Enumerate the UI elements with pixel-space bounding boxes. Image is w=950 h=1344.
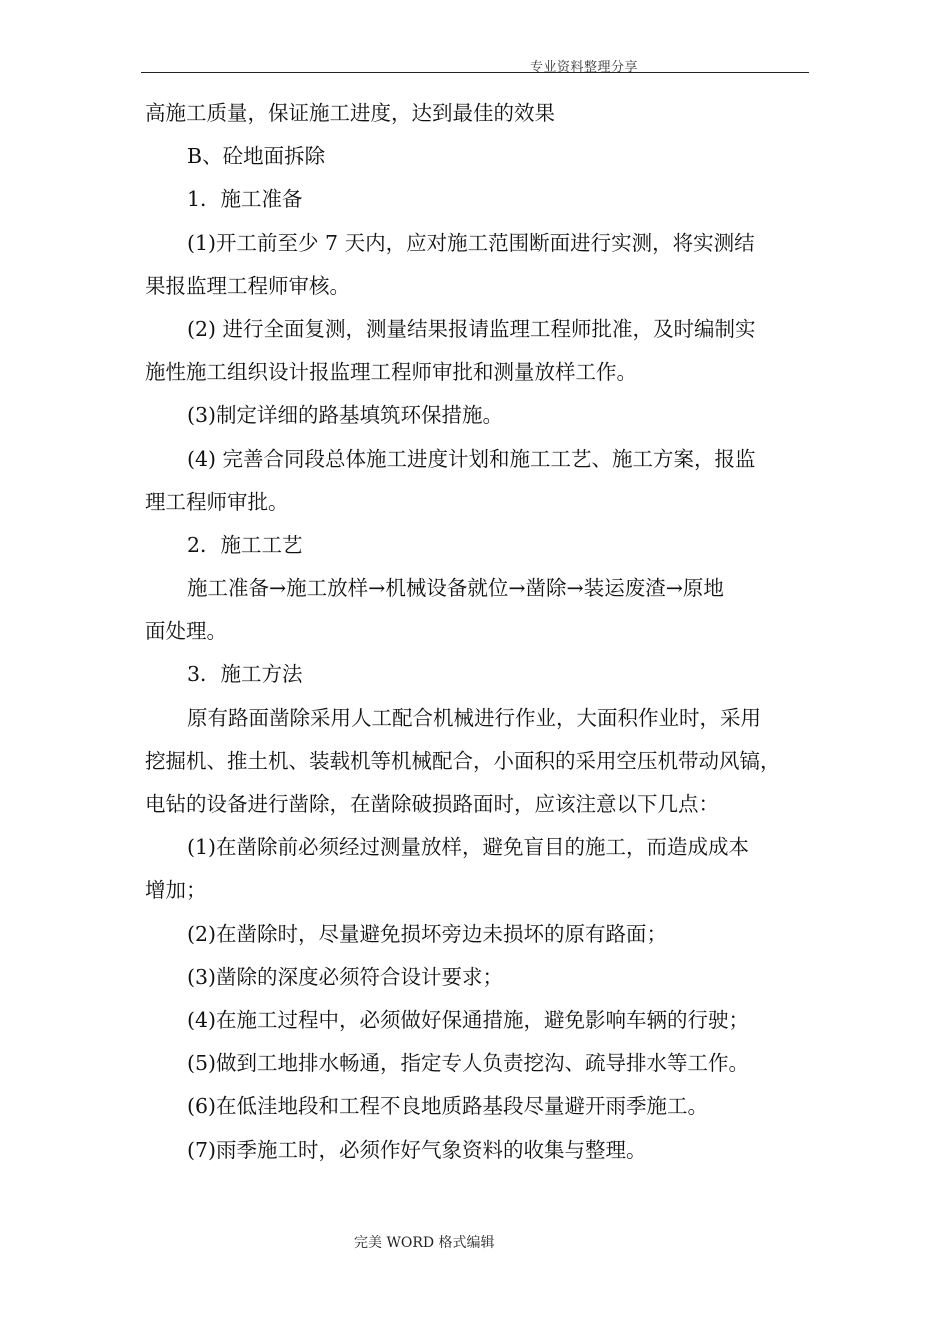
header-rule [141,72,809,73]
text-line: 面处理。 [145,619,227,644]
text-line: 3．施工方法 [187,662,303,687]
text-line: B、砼地面拆除 [187,144,326,169]
document-body [145,92,809,1172]
text-line: (7)雨季施工时，必须作好气象资料的收集与整理。 [187,1137,647,1162]
text-line: (6)在低洼地段和工程不良地质路基段尽量避开雨季施工。 [187,1094,709,1119]
text-line: 挖掘机、推土机、装载机等机械配合，小面积的采用空压机带动风镐， [145,748,781,773]
text-line: (3)凿除的深度必须符合设计要求； [187,964,504,989]
text-line: 1．施工准备 [187,187,303,212]
text-line: 原有路面凿除采用人工配合机械进行作业，大面积作业时，采用 [187,705,761,730]
page-header-text: 专业资料整理分享 [530,60,639,75]
text-line: (1)开工前至少 7 天内，应对施工范围断面进行实测，将实测结 [187,230,755,255]
text-line: (4)在施工过程中，必须做好保通措施，避免影响车辆的行驶； [187,1007,750,1032]
text-line: 2．施工工艺 [187,532,303,557]
text-line: 施性施工组织设计报监理工程师审批和测量放样工作。 [145,360,637,385]
page-footer-text: 完美 WORD 格式编辑 [354,1235,495,1251]
text-line: (2) 进行全面复测，测量结果报请监理工程师批准，及时编制实 [187,316,756,341]
text-line: 果报监理工程师审核。 [145,273,350,298]
text-line: 高施工质量，保证施工进度，达到最佳的效果 [145,101,555,125]
text-line: (5)做到工地排水畅通，指定专人负责挖沟、疏导排水等工作。 [187,1051,750,1076]
text-line: 理工程师审批。 [145,489,289,514]
text-line: (1)在凿除前必须经过测量放样，避免盲目的施工，而造成成本 [187,835,750,860]
text-line: 施工准备→施工放样→机械设备就位→凿除→装运废渣→原地 [187,576,724,601]
text-line: 电钻的设备进行凿除，在凿除破损路面时，应该注意以下几点： [145,792,719,816]
text-line: 增加； [145,878,207,903]
text-line: (3)制定详细的路基填筑环保措施。 [187,403,504,428]
text-line: (2)在凿除时，尽量避免损坏旁边未损坏的原有路面； [187,921,668,946]
text-line: (4) 完善合同段总体施工进度计划和施工工艺、施工方案，报监 [187,446,756,471]
